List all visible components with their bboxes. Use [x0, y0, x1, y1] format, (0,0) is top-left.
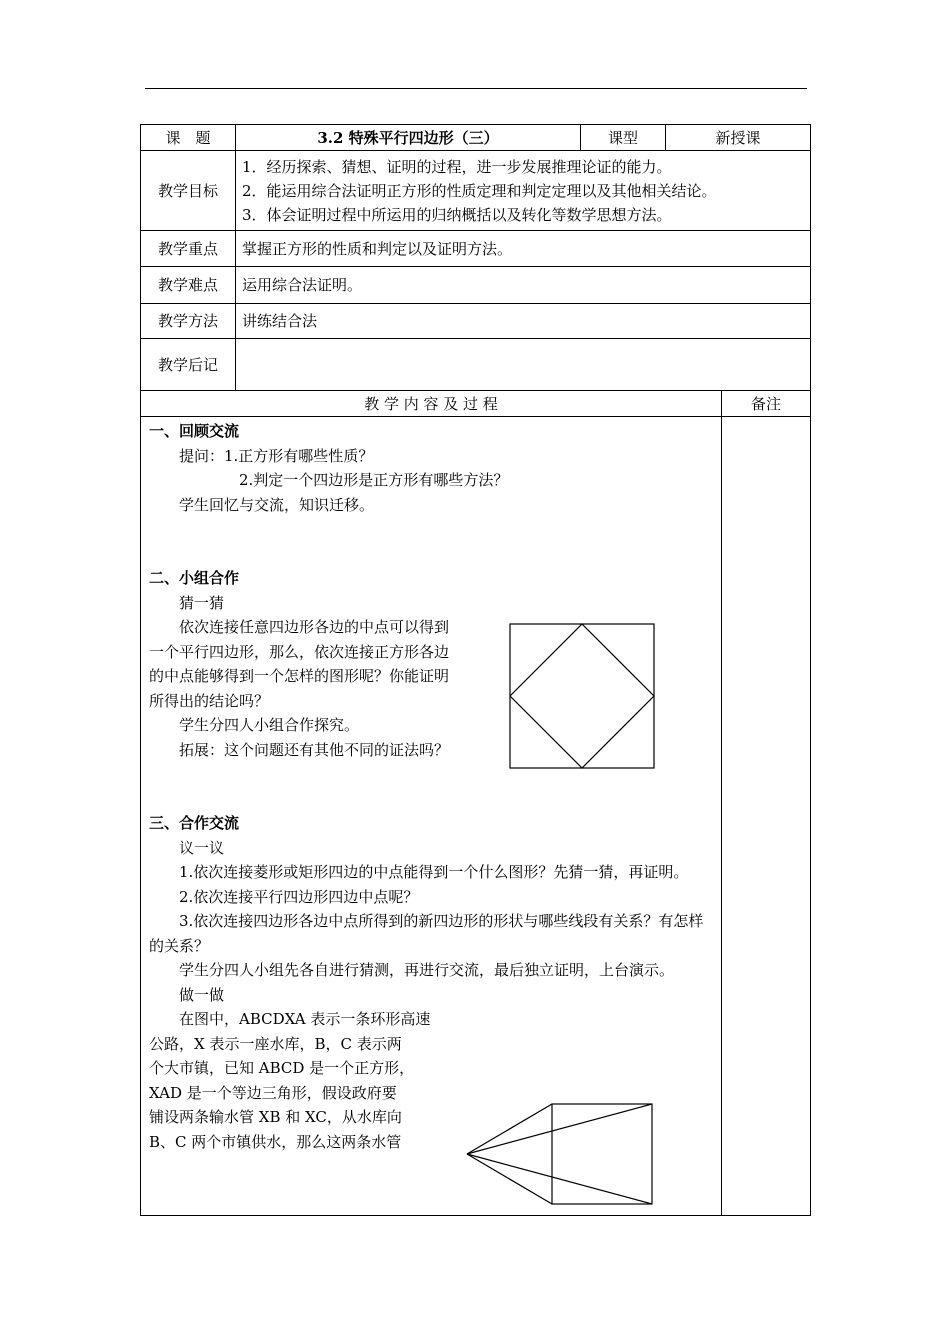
- section3-line: 在图中，ABCDXA 表示一条环形高速: [179, 1010, 431, 1028]
- section3-subtitle: 议一议: [179, 838, 225, 857]
- section2-line: 一个平行四边形，那么，依次连接正方形各边: [149, 642, 450, 661]
- remarks-cell: [722, 417, 811, 1216]
- highway-square: [552, 1104, 652, 1204]
- header-rule: [145, 88, 807, 89]
- goal-item: 3．体会证明过程中所运用的归纳概括以及转化等数学思想方法。: [242, 205, 672, 224]
- lesson-type-label: 课型: [581, 125, 666, 151]
- lesson-plan-table: [140, 124, 811, 1216]
- section3-paragraph: 3.依次连接四边形各边中点所得到的新四边形的形状与哪些线段有关系？有怎样的关系？: [149, 912, 704, 955]
- section1-note: 学生回忆与交流，知识迁移。: [179, 495, 375, 514]
- afterword-value: [236, 339, 811, 391]
- process-header-row: [141, 391, 811, 417]
- inner-square: [510, 624, 654, 768]
- process-content-cell: [141, 417, 722, 1216]
- section2-extend: 拓展：这个问题还有其他不同的证法吗？: [179, 740, 450, 759]
- lesson-title: 3.2 特殊平行四边形（三）: [236, 125, 581, 151]
- section1-title: 一、回顾交流: [149, 422, 240, 440]
- difficulties-row: [141, 267, 811, 304]
- section1-question-2: 2.判定一个四边形是正方形有哪些方法？: [239, 471, 509, 489]
- process-row: [141, 417, 811, 1216]
- section2-explore: 学生分四人小组合作探究。: [179, 716, 360, 734]
- afterword-label: 教学后记: [141, 339, 236, 391]
- outer-square: [510, 624, 654, 768]
- process-header-left: 教 学 内 容 及 过 程: [141, 391, 722, 417]
- line-xa: [467, 1104, 552, 1154]
- section3-paragraph: 1.依次连接菱形或矩形四边的中点能得到一个什么图形？先猜一猜，再证明。: [179, 863, 689, 881]
- goals-row: [141, 151, 811, 231]
- goals-list: [236, 151, 811, 231]
- reservoir-figure: [466, 1101, 658, 1207]
- method-value: 讲练结合法: [236, 304, 811, 339]
- pipe-xb: [467, 1104, 652, 1154]
- section3-line: 铺设两条输水管 XB 和 XC，从水库向: [149, 1108, 402, 1126]
- process-content: [149, 419, 715, 1215]
- method-label: 教学方法: [141, 304, 236, 339]
- key-points-value: 掌握正方形的性质和判定以及证明方法。: [236, 231, 811, 267]
- section3-line: 个大市镇，已知 ABCD 是一个正方形，: [149, 1059, 415, 1077]
- section2-title: 二、小组合作: [149, 569, 240, 587]
- section2-line: 依次连接任意四边形各边的中点可以得到: [179, 618, 450, 636]
- afterword-row: [141, 339, 811, 391]
- process-header-right: 备注: [722, 391, 811, 417]
- goals-label: 教学目标: [141, 151, 236, 231]
- section3-paragraph: 学生分四人小组先各自进行猜测，再进行交流，最后独立证明，上台演示。: [179, 961, 675, 979]
- key-points-row: [141, 231, 811, 267]
- section3-line: 公路，X 表示一座水库，B，C 表示两: [149, 1034, 402, 1053]
- goal-item: 2．能运用综合法证明正方形的性质定理和判定定理以及其他相关结论。: [242, 181, 717, 200]
- method-row: [141, 304, 811, 339]
- goal-item: 1．经历探索、猜想、证明的过程，进一步发展推理论证的能力。: [242, 157, 672, 176]
- section2-line: 所得出的结论吗？: [149, 691, 270, 710]
- subject-label: 课 题: [141, 125, 236, 151]
- lesson-type-value: 新授课: [666, 125, 811, 151]
- section3-title: 三、合作交流: [149, 814, 240, 832]
- section3-line: XAD 是一个等边三角形，假设政府要: [149, 1083, 397, 1102]
- pipe-xc: [467, 1154, 652, 1204]
- header-row: [141, 125, 811, 151]
- key-points-label: 教学重点: [141, 231, 236, 267]
- section3-paragraph: 2.依次连接平行四边形四边中点呢？: [179, 887, 419, 906]
- section3-line: B、C 两个市镇供水，那么这两条水管: [149, 1132, 402, 1151]
- line-xd: [467, 1154, 552, 1204]
- section2-subtitle: 猜一猜: [179, 593, 225, 612]
- difficulties-label: 教学难点: [141, 267, 236, 304]
- section1-question-1: 提问：1.正方形有哪些性质？: [179, 446, 374, 465]
- square-midpoint-figure: [509, 623, 657, 773]
- section3-subtitle-2: 做一做: [179, 985, 225, 1004]
- difficulties-value: 运用综合法证明。: [236, 267, 811, 304]
- section2-line: 的中点能够得到一个怎样的图形呢？你能证明: [149, 667, 450, 685]
